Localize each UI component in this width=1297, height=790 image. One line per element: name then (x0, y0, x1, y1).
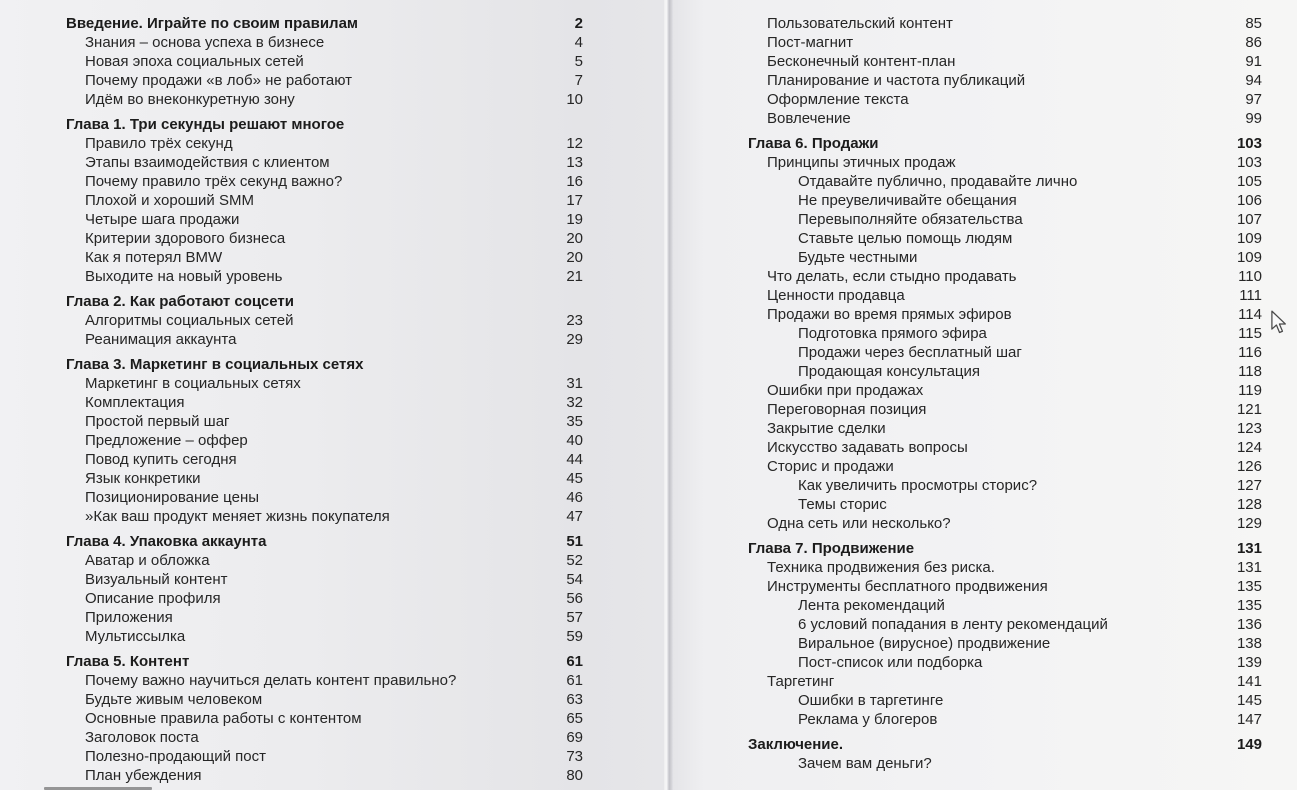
toc-entry-page-number: 149 (1236, 736, 1262, 753)
toc-entry-page-number: 123 (1236, 420, 1262, 437)
toc-entry-page-number: 135 (1236, 597, 1262, 614)
toc-entry-row (66, 766, 583, 785)
toc-entry-page-number: 111 (1239, 287, 1262, 304)
toc-entry-row (66, 450, 583, 469)
toc-entry-page-number: 52 (566, 552, 583, 569)
toc-entry-row (748, 343, 1262, 362)
toc-entry-title: Бесконечный контент-план (767, 53, 956, 70)
toc-entry-title: Зачем вам деньги? (798, 755, 932, 772)
toc-entry-page-number: 103 (1236, 154, 1262, 171)
toc-entry-row (748, 653, 1262, 672)
toc-entry-row (66, 671, 583, 690)
toc-entry-title: Глава 4. Упаковка аккаунта (66, 533, 267, 550)
toc-entry-page-number: 20 (566, 230, 583, 247)
toc-entry-row (748, 14, 1262, 33)
toc-entry-row (66, 229, 583, 248)
toc-entry-title: Будьте живым человеком (85, 691, 263, 708)
toc-entry-page-number: 51 (566, 533, 583, 550)
toc-entry-title: Пользовательский контент (767, 15, 953, 32)
toc-entry-title: Почему правило трёх секунд важно? (85, 173, 343, 190)
toc-right-column (748, 14, 1262, 773)
toc-entry-title: Реанимация аккаунта (85, 331, 237, 348)
toc-entry-page-number: 118 (1238, 363, 1262, 380)
toc-entry-page-number: 32 (566, 394, 583, 411)
toc-entry-title: Глава 6. Продажи (748, 135, 879, 152)
toc-entry-row (748, 577, 1262, 596)
toc-entry-row (66, 469, 583, 488)
toc-entry-title: Как увеличить просмотры сторис? (798, 477, 1038, 494)
toc-entry-row (66, 589, 583, 608)
toc-entry-title: Глава 5. Контент (66, 653, 190, 670)
toc-entry-title: Виральное (вирусное) продвижение (798, 635, 1051, 652)
toc-entry-row (66, 191, 583, 210)
toc-entry-page-number: 61 (566, 672, 583, 689)
toc-entry-page-number: 65 (566, 710, 583, 727)
toc-entry-title: Техника продвижения без риска. (767, 559, 995, 576)
toc-entry-row (66, 210, 583, 229)
toc-entry-page-number: 35 (566, 413, 583, 430)
toc-entry-page-number: 147 (1236, 711, 1262, 728)
toc-entry-row (66, 488, 583, 507)
toc-entry-page-number: 10 (566, 91, 583, 108)
toc-entry-title: Таргетинг (767, 673, 835, 690)
toc-entry-page-number: 145 (1236, 692, 1262, 709)
toc-entry-row (748, 52, 1262, 71)
toc-chapter-row (66, 115, 583, 134)
toc-entry-page-number: 12 (566, 135, 583, 152)
toc-entry-page-number: 97 (1245, 91, 1262, 108)
toc-entry-title: Глава 7. Продвижение (748, 540, 915, 557)
toc-entry-title: Не преувеличивайте обещания (798, 192, 1017, 209)
toc-entry-title: Сторис и продажи (767, 458, 894, 475)
toc-entry-page-number: 106 (1236, 192, 1262, 209)
toc-entry-title: Простой первый шаг (85, 413, 230, 430)
toc-entry-title: Глава 1. Три секунды решают многое (66, 116, 345, 133)
toc-chapter-row (748, 134, 1262, 153)
toc-entry-page-number: 135 (1236, 578, 1262, 595)
toc-entry-title: Закрытие сделки (767, 420, 886, 437)
toc-entry-row (66, 608, 583, 627)
toc-entry-title: Предложение – оффер (85, 432, 248, 449)
toc-entry-row (748, 286, 1262, 305)
toc-entry-row (748, 324, 1262, 343)
toc-entry-page-number: 80 (566, 767, 583, 784)
toc-entry-title: Позиционирование цены (85, 489, 260, 506)
toc-entry-page-number: 138 (1236, 635, 1262, 652)
toc-entry-page-number: 124 (1236, 439, 1262, 456)
toc-entry-title: Описание профиля (85, 590, 221, 607)
toc-entry-page-number: 61 (566, 653, 583, 670)
toc-entry-title: Идём во внеконкуретную зону (85, 91, 295, 108)
toc-entry-title: Продажи во время прямых эфиров (767, 306, 1012, 323)
toc-entry-title: Почему продажи «в лоб» не работают (85, 72, 353, 89)
toc-entry-title: Новая эпоха социальных сетей (85, 53, 304, 70)
toc-entry-row (748, 495, 1262, 514)
toc-chapter-row (748, 539, 1262, 558)
toc-entry-page-number: 23 (566, 312, 583, 329)
toc-entry-title: Мультиссылка (85, 628, 186, 645)
toc-entry-page-number: 114 (1238, 306, 1262, 323)
toc-entry-row (66, 374, 583, 393)
toc-entry-page-number: 121 (1236, 401, 1262, 418)
toc-entry-page-number: 59 (566, 628, 583, 645)
toc-entry-row (748, 691, 1262, 710)
toc-entry-row (748, 400, 1262, 419)
toc-entry-title: Ошибки в таргетинге (798, 692, 944, 709)
toc-entry-page-number: 4 (574, 34, 583, 51)
toc-entry-title: Принципы этичных продаж (767, 154, 956, 171)
toc-entry-title: Планирование и частота публикаций (767, 72, 1026, 89)
toc-entry-row (748, 754, 1262, 773)
toc-entry-row (66, 412, 583, 431)
toc-entry-title: Правило трёх секунд (85, 135, 233, 152)
toc-entry-row (66, 627, 583, 646)
toc-entry-title: Приложения (85, 609, 173, 626)
toc-entry-title: Полезно-продающий пост (85, 748, 266, 765)
toc-entry-page-number: 91 (1245, 53, 1262, 70)
toc-chapter-row (66, 532, 583, 551)
toc-entry-title: Основные правила работы с контентом (85, 710, 362, 727)
toc-entry-page-number: 85 (1245, 15, 1262, 32)
toc-entry-title: Заключение. (748, 736, 844, 753)
toc-entry-row (748, 248, 1262, 267)
toc-entry-row (748, 476, 1262, 495)
toc-entry-page-number: 129 (1236, 515, 1262, 532)
toc-entry-page-number: 105 (1236, 173, 1262, 190)
toc-entry-page-number: 107 (1236, 211, 1262, 228)
toc-entry-page-number: 46 (566, 489, 583, 506)
toc-entry-title: Пост-магнит (767, 34, 854, 51)
toc-entry-row (66, 551, 583, 570)
toc-entry-page-number: 13 (566, 154, 583, 171)
toc-entry-title: Темы сторис (798, 496, 887, 513)
toc-entry-row (66, 728, 583, 747)
toc-entry-title: Заголовок поста (85, 729, 199, 746)
toc-entry-row (66, 172, 583, 191)
toc-entry-row (748, 615, 1262, 634)
toc-entry-page-number: 57 (566, 609, 583, 626)
toc-entry-title: Повод купить сегодня (85, 451, 237, 468)
toc-entry-row (66, 267, 583, 286)
toc-entry-title: Введение. Играйте по своим правилам (66, 15, 359, 32)
toc-chapter-row (66, 292, 583, 311)
toc-entry-row (66, 690, 583, 709)
toc-entry-title: Переговорная позиция (767, 401, 927, 418)
toc-entry-page-number: 56 (566, 590, 583, 607)
toc-entry-page-number: 31 (566, 375, 583, 392)
toc-entry-title: Почему важно научиться делать контент правильно? (85, 672, 457, 689)
toc-entry-row (748, 71, 1262, 90)
toc-entry-title: Лента рекомендаций (798, 597, 945, 614)
toc-entry-page-number: 126 (1236, 458, 1262, 475)
toc-entry-row (66, 431, 583, 450)
toc-entry-title: Глава 3. Маркетинг в социальных сетях (66, 356, 364, 373)
toc-entry-page-number: 103 (1236, 135, 1262, 152)
toc-entry-page-number: 110 (1238, 268, 1262, 285)
toc-entry-title: Искусство задавать вопросы (767, 439, 968, 456)
toc-entry-row (66, 153, 583, 172)
toc-entry-page-number: 21 (566, 268, 583, 285)
toc-entry-title: Этапы взаимодействия с клиентом (85, 154, 330, 171)
toc-entry-row (748, 514, 1262, 533)
toc-entry-title: 6 условий попадания в ленту рекомендаций (798, 616, 1108, 633)
toc-entry-page-number: 136 (1236, 616, 1262, 633)
toc-entry-page-number: 5 (574, 53, 583, 70)
toc-entry-page-number: 16 (566, 173, 583, 190)
toc-entry-row (66, 709, 583, 728)
toc-entry-title: Одна сеть или несколько? (767, 515, 951, 532)
toc-entry-row (66, 747, 583, 766)
toc-entry-page-number: 109 (1236, 249, 1262, 266)
toc-entry-title: Алгоритмы социальных сетей (85, 312, 294, 329)
toc-entry-title: Инструменты бесплатного продвижения (767, 578, 1048, 595)
toc-entry-row (66, 33, 583, 52)
toc-entry-row (748, 172, 1262, 191)
toc-entry-page-number: 119 (1238, 382, 1262, 399)
toc-entry-title: Комплектация (85, 394, 185, 411)
toc-entry-title: Глава 2. Как работают соцсети (66, 293, 294, 310)
toc-entry-row (748, 362, 1262, 381)
toc-entry-title: Перевыполняйте обязательства (798, 211, 1023, 228)
toc-entry-title: Будьте честными (798, 249, 918, 266)
toc-entry-page-number: 19 (566, 211, 583, 228)
toc-entry-page-number: 86 (1245, 34, 1262, 51)
toc-entry-page-number: 40 (566, 432, 583, 449)
toc-entry-row (748, 109, 1262, 128)
toc-entry-title: Реклама у блогеров (798, 711, 938, 728)
toc-left-column (66, 14, 583, 785)
toc-entry-title: Что делать, если стыдно продавать (767, 268, 1017, 285)
toc-entry-page-number: 44 (566, 451, 583, 468)
toc-entry-row (66, 393, 583, 412)
toc-entry-title: »Как ваш продукт меняет жизнь покупателя (85, 508, 390, 525)
toc-entry-row (66, 330, 583, 349)
toc-entry-row (748, 210, 1262, 229)
toc-entry-row (748, 672, 1262, 691)
toc-entry-row (66, 311, 583, 330)
toc-entry-page-number: 131 (1236, 540, 1262, 557)
toc-entry-row (748, 90, 1262, 109)
toc-entry-title: Маркетинг в социальных сетях (85, 375, 301, 392)
toc-entry-title: Знания – основа успеха в бизнесе (85, 34, 325, 51)
toc-entry-row (66, 71, 583, 90)
toc-entry-title: Вовлечение (767, 110, 851, 127)
toc-entry-page-number: 45 (566, 470, 583, 487)
toc-entry-page-number: 63 (566, 691, 583, 708)
toc-entry-row (748, 596, 1262, 615)
toc-entry-row (66, 570, 583, 589)
toc-entry-row (66, 134, 583, 153)
toc-entry-page-number: 99 (1245, 110, 1262, 127)
toc-entry-row (748, 634, 1262, 653)
toc-entry-row (66, 248, 583, 267)
toc-entry-title: Оформление текста (767, 91, 909, 108)
toc-entry-row (748, 438, 1262, 457)
toc-entry-row (748, 710, 1262, 729)
toc-entry-page-number: 127 (1236, 477, 1262, 494)
toc-entry-title: Плохой и хороший SMM (85, 192, 254, 209)
toc-chapter-row (66, 14, 583, 33)
toc-entry-page-number: 141 (1236, 673, 1262, 690)
toc-entry-row (748, 191, 1262, 210)
toc-entry-row (748, 267, 1262, 286)
toc-entry-title: Продающая консультация (798, 363, 981, 380)
toc-entry-title: Продажи через бесплатный шаг (798, 344, 1022, 361)
toc-entry-page-number: 128 (1236, 496, 1262, 513)
toc-chapter-row (66, 355, 583, 374)
toc-entry-title: Визуальный контент (85, 571, 228, 588)
toc-entry-title: Ставьте целью помощь людям (798, 230, 1013, 247)
toc-entry-page-number: 17 (566, 192, 583, 209)
toc-entry-page-number: 7 (574, 72, 583, 89)
toc-entry-title: Четыре шага продажи (85, 211, 240, 228)
toc-entry-row (748, 305, 1262, 324)
toc-entry-row (66, 90, 583, 109)
toc-entry-title: Выходите на новый уровень (85, 268, 283, 285)
toc-entry-page-number: 116 (1238, 344, 1262, 361)
toc-entry-row (748, 457, 1262, 476)
toc-entry-page-number: 20 (566, 249, 583, 266)
toc-entry-title: Подготовка прямого эфира (798, 325, 987, 342)
book-gutter (664, 0, 673, 790)
toc-entry-page-number: 139 (1236, 654, 1262, 671)
toc-entry-row (748, 229, 1262, 248)
toc-entry-page-number: 94 (1245, 72, 1262, 89)
toc-chapter-row (66, 652, 583, 671)
toc-entry-page-number: 47 (566, 508, 583, 525)
toc-entry-title: Пост-список или подборка (798, 654, 983, 671)
toc-entry-title: Как я потерял BMW (85, 249, 223, 266)
toc-entry-page-number: 109 (1236, 230, 1262, 247)
toc-entry-row (748, 381, 1262, 400)
toc-entry-title: Отдавайте публично, продавайте лично (798, 173, 1078, 190)
toc-entry-page-number: 2 (574, 15, 583, 32)
toc-entry-title: Аватар и обложка (85, 552, 210, 569)
toc-entry-title: Ошибки при продажах (767, 382, 924, 399)
toc-entry-page-number: 115 (1238, 325, 1262, 342)
toc-entry-page-number: 54 (566, 571, 583, 588)
toc-entry-row (66, 507, 583, 526)
toc-entry-row (748, 153, 1262, 172)
toc-entry-page-number: 69 (566, 729, 583, 746)
toc-entry-title: Язык конкретики (85, 470, 201, 487)
toc-entry-row (748, 419, 1262, 438)
toc-entry-row (66, 52, 583, 71)
toc-entry-row (748, 33, 1262, 52)
toc-entry-title: План убеждения (85, 767, 202, 784)
toc-chapter-row (748, 735, 1262, 754)
toc-entry-page-number: 29 (566, 331, 583, 348)
toc-entry-title: Ценности продавца (767, 287, 905, 304)
toc-entry-page-number: 73 (566, 748, 583, 765)
toc-entry-row (748, 558, 1262, 577)
toc-entry-title: Критерии здорового бизнеса (85, 230, 286, 247)
toc-entry-page-number: 131 (1236, 559, 1262, 576)
